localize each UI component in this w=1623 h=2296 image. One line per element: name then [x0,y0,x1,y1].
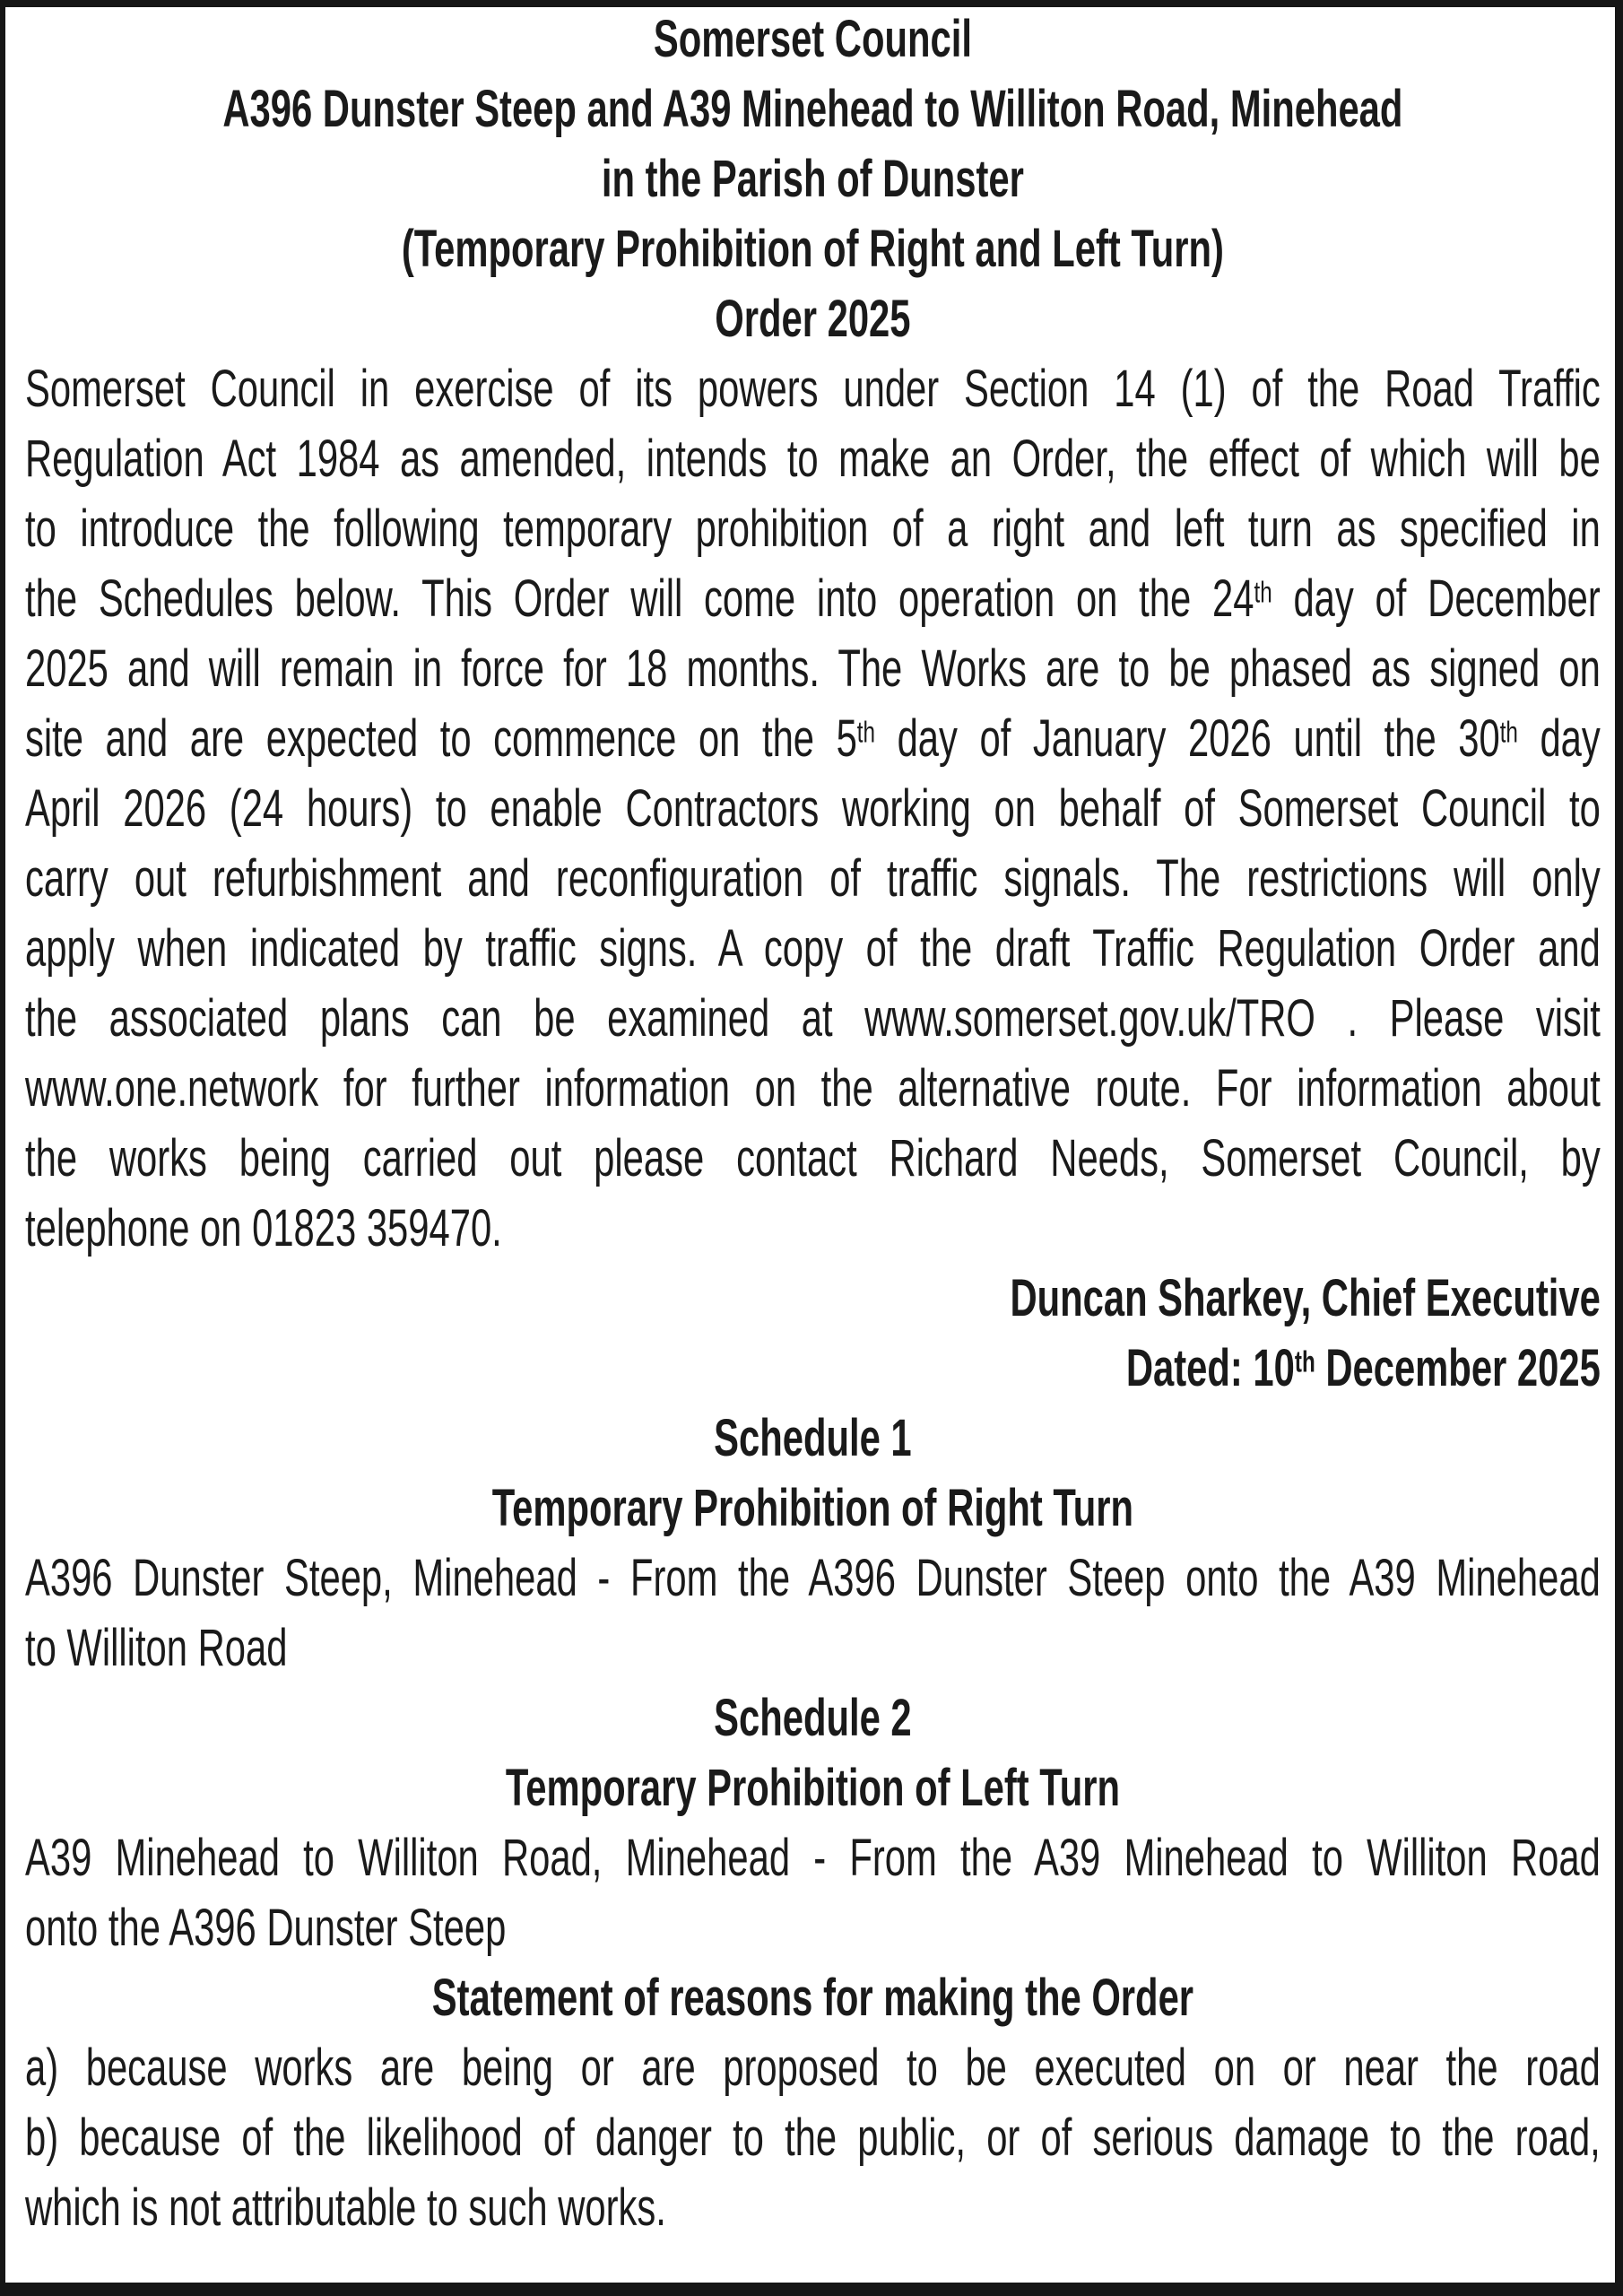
notice-line: Statement of reasons for making the Order [431,1969,1194,2027]
notice-line: A396 Dunster Steep and A39 Minehead to Williton Road, Minehead [222,80,1403,138]
notice-line: Dated: 10th December 2025 [1125,1339,1601,1397]
notice-line: A396 Dunster Steep, Minehead - From the A396 Dunster Steep onto the A39 Minehead [25,1549,1601,1607]
notice-line: Schedule 1 [714,1409,912,1467]
notice-line: in the Parish of Dunster [601,150,1024,208]
notice-line: telephone on 01823 359470. [25,1199,502,1257]
notice-line: Somerset Council in exercise of its powers under Section 14 (1) of the Road Traffic [25,360,1601,418]
notice-line: the associated plans can be examined at www.somerset.gov.uk/TRO . Please visit [25,989,1601,1048]
ordinal-superscript: th [1499,716,1518,750]
notice-line: which is not attributable to such works. [25,2179,666,2237]
notice-line: Somerset Council [653,10,972,68]
notice-line: to Williton Road [25,1619,288,1677]
ordinal-superscript: th [1294,1345,1315,1379]
notice-line: the Schedules below. This Order will come into operation on the 24th day of December [25,570,1601,628]
notice-line: A39 Minehead to Williton Road, Minehead - From the A39 Minehead to Williton Road [25,1829,1601,1887]
notice-line: April 2026 (24 hours) to enable Contractors working on behalf of Somerset Council to [25,779,1601,838]
notice-line: Regulation Act 1984 as amended, intends to make an Order, the effect of which will be [25,430,1601,488]
notice-line: (Temporary Prohibition of Right and Left Turn) [401,220,1224,278]
notice-line: carry out refurbishment and reconfiguration of traffic signals. The restrictions will only [25,849,1601,908]
notice-line: apply when indicated by traffic signs. A copy of the draft Traffic Regulation Order and [25,919,1601,978]
notice-line: Schedule 2 [714,1689,912,1747]
notice-line: onto the A396 Dunster Steep [25,1899,507,1957]
ordinal-superscript: th [856,716,876,750]
ordinal-superscript: th [1254,576,1272,610]
notice-body [25,4,1601,2243]
notice-line: www.one.network for further information on the alternative route. For information about [25,1059,1601,1118]
notice-line: a) because works are being or are proposed to be executed on or near the road [25,2039,1601,2097]
notice-line: site and are expected to commence on the 5th day of January 2026 until the 30th day [25,709,1601,768]
notice-line: Duncan Sharkey, Chief Executive [1010,1269,1601,1327]
notice-line: Temporary Prohibition of Right Turn [491,1479,1134,1537]
notice-line: to introduce the following temporary prohibition of a right and left turn as specified in [25,500,1601,558]
notice-line: the works being carried out please contact Richard Needs, Somerset Council, by [25,1129,1601,1187]
notice-line: b) because of the likelihood of danger to the public, or of serious damage to the road, [25,2109,1601,2167]
notice-line: Temporary Prohibition of Left Turn [505,1759,1120,1817]
notice-line: 2025 and will remain in force for 18 months. The Works are to be phased as signed on [25,639,1601,698]
notice-line: Order 2025 [715,290,911,348]
